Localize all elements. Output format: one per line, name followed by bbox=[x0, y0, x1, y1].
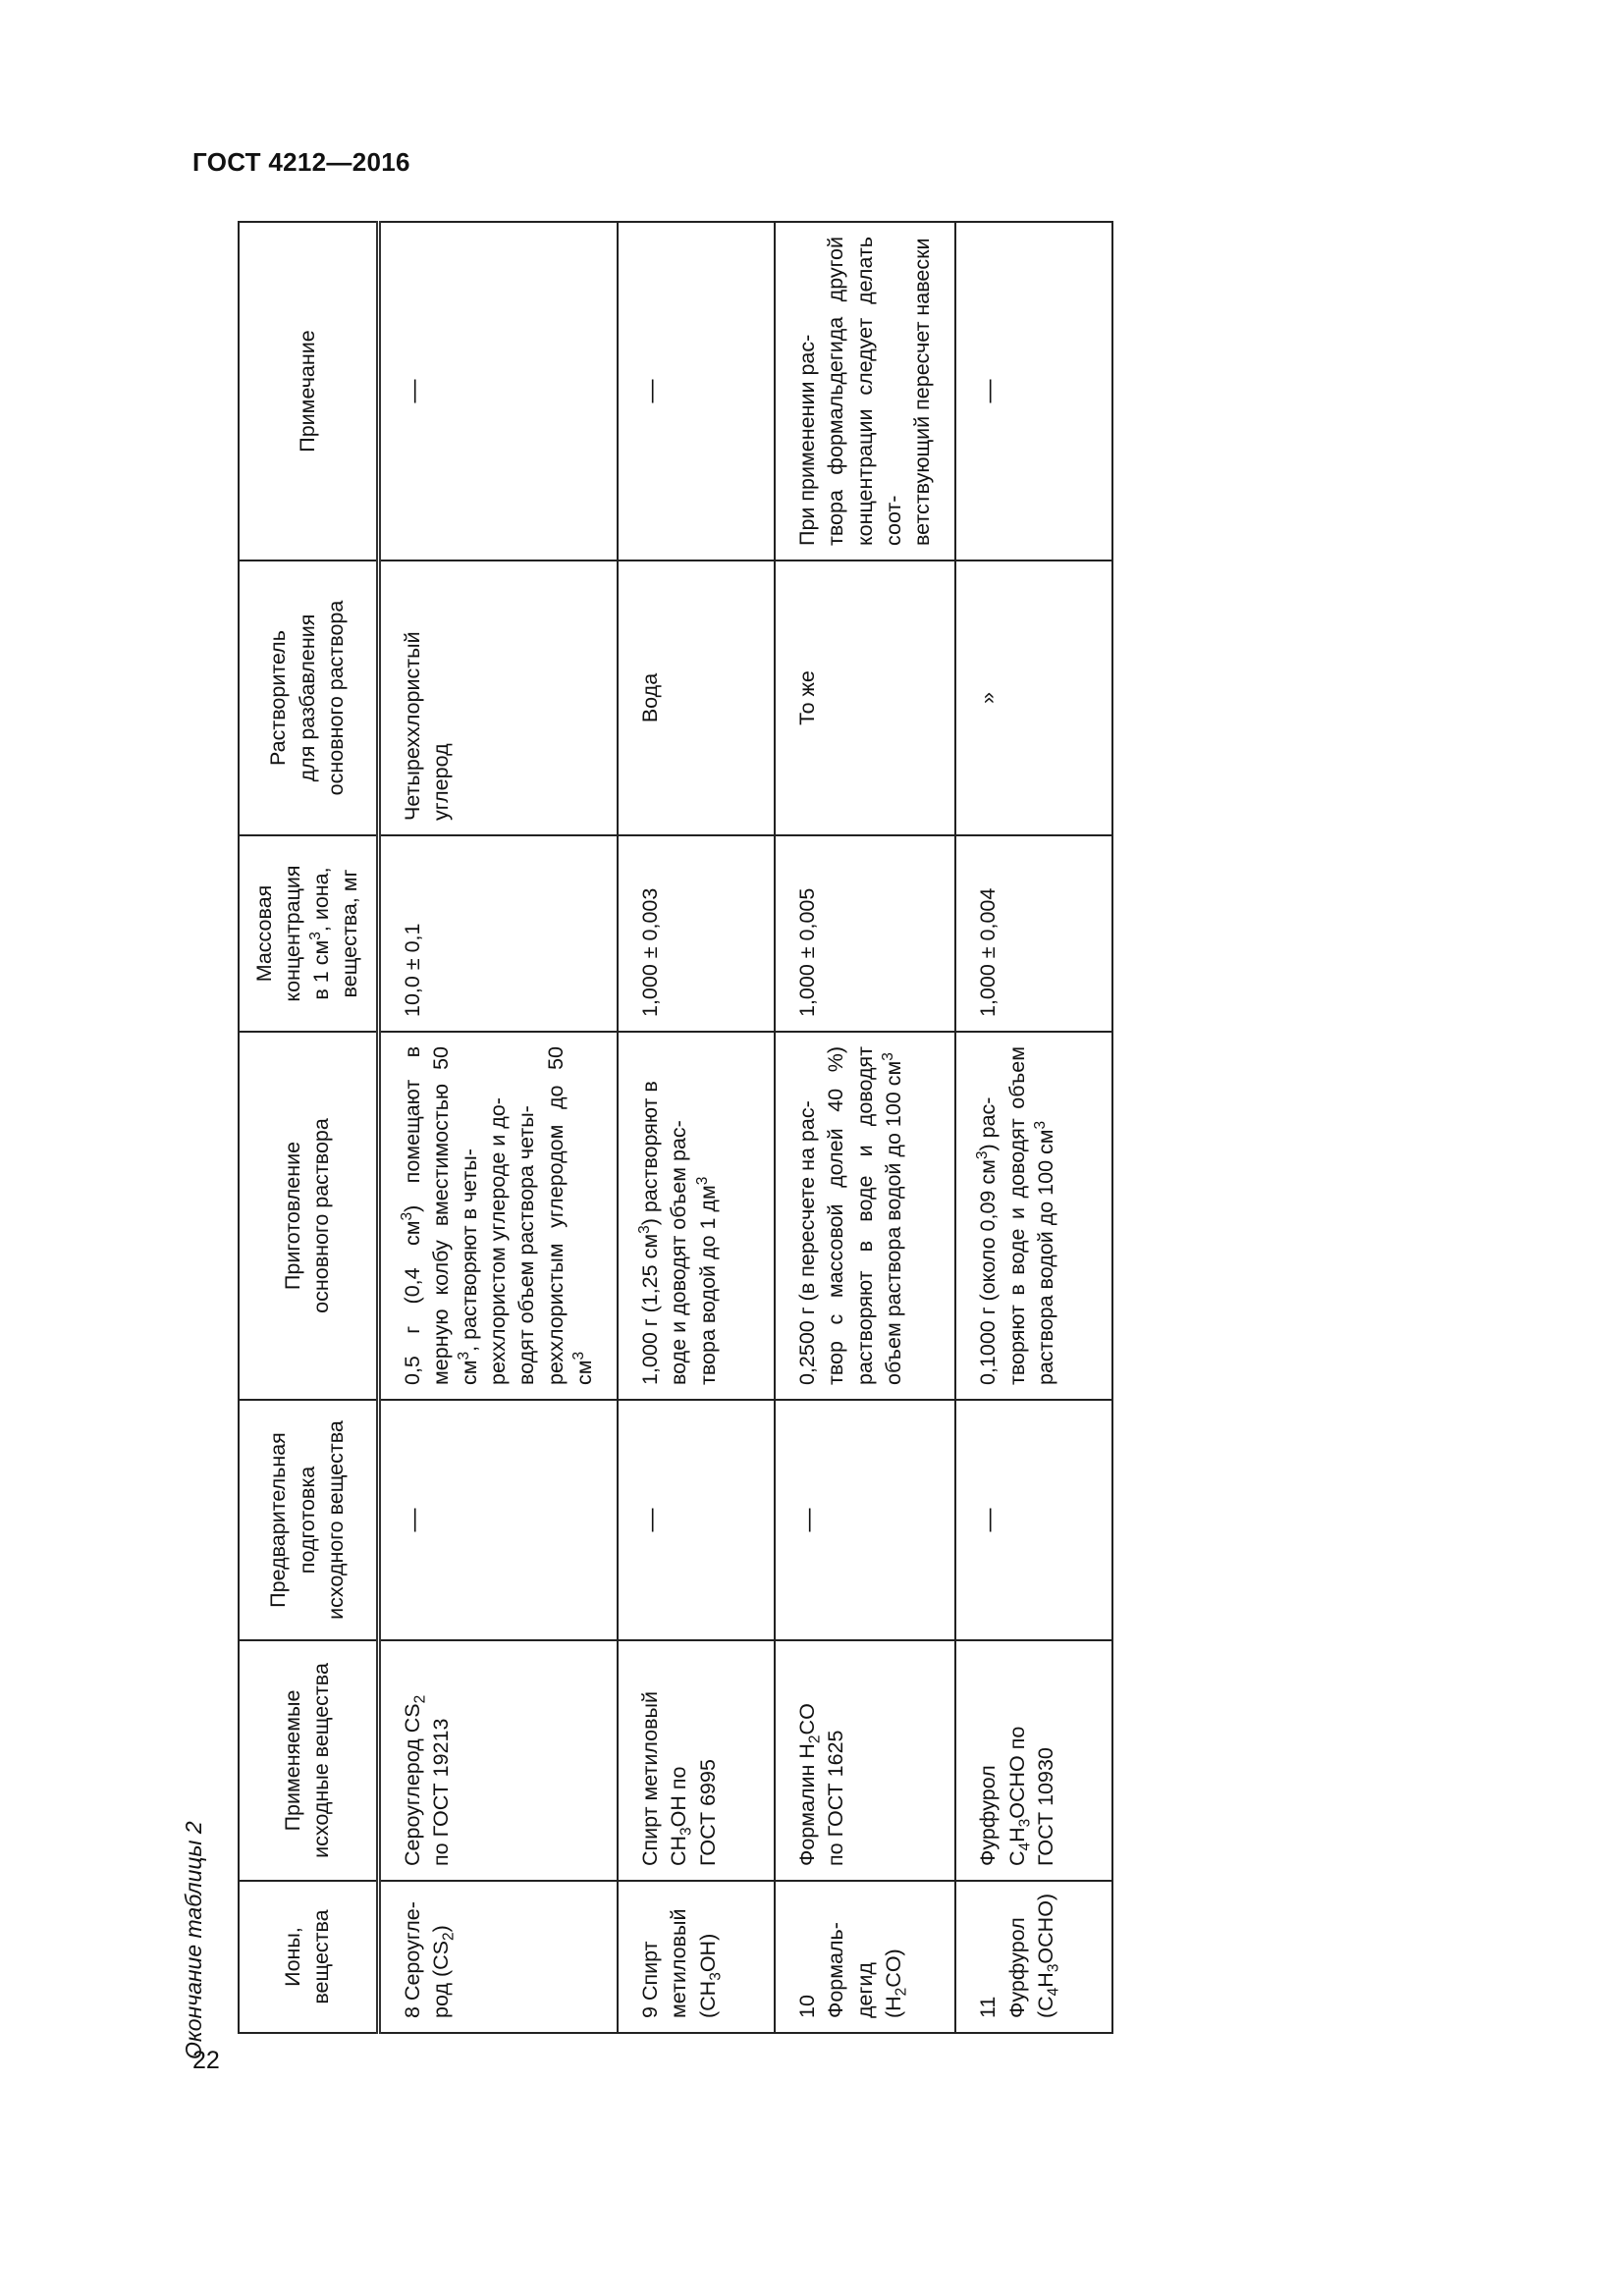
table-row bbox=[955, 222, 1112, 2033]
table-row bbox=[618, 222, 775, 2033]
table-row bbox=[775, 222, 955, 2033]
cell-source: Фурфурол $C_4H_3OCHO$ по ГОСТ 10930 bbox=[955, 1640, 1112, 1881]
cell-concentration: 1,000 ± 0,004 bbox=[955, 835, 1112, 1032]
cell-ion: 11 Фурфурол $(C_4H_3OCHO)$ bbox=[955, 1881, 1112, 2033]
table-caption: Окончание таблицы 2 bbox=[181, 1821, 206, 2059]
cell-note: — bbox=[378, 222, 618, 561]
cell-pretreatment: — bbox=[378, 1400, 618, 1640]
cell-concentration: 10,0 ± 0,1 bbox=[378, 835, 618, 1032]
table-row bbox=[378, 222, 618, 2033]
cell-solvent: Вода bbox=[618, 561, 775, 835]
cell-note: — bbox=[955, 222, 1112, 561]
cell-solvent: Четыреххлористый углерод bbox=[378, 561, 618, 835]
data-table bbox=[238, 221, 1113, 2034]
cell-concentration: 1,000 ± 0,003 bbox=[618, 835, 775, 1032]
cell-source: Сероуглерод $CS_2$ по ГОСТ 19213 bbox=[378, 1640, 618, 1881]
column-header-source: Применяемые исходные вещества bbox=[239, 1640, 378, 1881]
column-header-ion: Ионы, вещества bbox=[239, 1881, 378, 2033]
cell-solvent: » bbox=[955, 561, 1112, 835]
document-code: ГОСТ 4212—2016 bbox=[192, 147, 410, 177]
cell-pretreatment: — bbox=[955, 1400, 1112, 1640]
cell-note: При применении рас- твора формальдегида другой концентрации следует делать соот- ветствующий пересчет навески bbox=[775, 222, 955, 561]
cell-solvent: То же bbox=[775, 561, 955, 835]
cell-ion: 8 Сероугле- род $(CS_2)$ bbox=[378, 1881, 618, 2033]
column-header-solvent: Растворитель для разбавления основного раствора bbox=[239, 561, 378, 835]
cell-concentration: 1,000 ± 0,005 bbox=[775, 835, 955, 1032]
cell-pretreatment: — bbox=[618, 1400, 775, 1640]
cell-preparation: 0,5 г (0,4 $см^3$) помещают в мерную колбу вместимостью 50 $см^3$, растворяют в четы- реххлористом углероде и до- водят объем раствора четы- реххлористым углеродом до 50 $см^3$ bbox=[378, 1032, 618, 1400]
column-header-concentration: Массовая концентрация в 1 $см^3$, иона, вещества, мг bbox=[239, 835, 378, 1032]
cell-preparation: 1,000 г (1,25 $см^3$) растворяют в воде и доводят объем рас- твора водой до 1 $дм^3$ bbox=[618, 1032, 775, 1400]
column-header-pretreatment: Предварительная подготовка исходного вещества bbox=[239, 1400, 378, 1640]
cell-preparation: 0,1000 г (около 0,09 $см^3$) рас- творяют в воде и доводят объем раствора водой до 100 $см^3$ bbox=[955, 1032, 1112, 1400]
cell-preparation: 0,2500 г (в пересчете на рас- твор с массовой долей 40 %) растворяют в воде и доводят объем раствора водой до 100 $см^3$ bbox=[775, 1032, 955, 1400]
rotated-table-block bbox=[181, 224, 1104, 2069]
cell-source: Спирт метиловый $CH_3OH$ по ГОСТ 6995 bbox=[618, 1640, 775, 1881]
column-header-preparation: Приготовление основного раствора bbox=[239, 1032, 378, 1400]
table-header-row bbox=[239, 222, 378, 2033]
cell-ion: 9 Спирт метиловый $(CH_3OH)$ bbox=[618, 1881, 775, 2033]
cell-pretreatment: — bbox=[775, 1400, 955, 1640]
page-number: 22 bbox=[192, 2047, 220, 2074]
cell-note: — bbox=[618, 222, 775, 561]
cell-ion: 10 Формаль- дегид $(H_2CO)$ bbox=[775, 1881, 955, 2033]
column-header-note: Примечание bbox=[239, 222, 378, 561]
cell-source: Формалин $H_2CO$ по ГОСТ 1625 bbox=[775, 1640, 955, 1881]
